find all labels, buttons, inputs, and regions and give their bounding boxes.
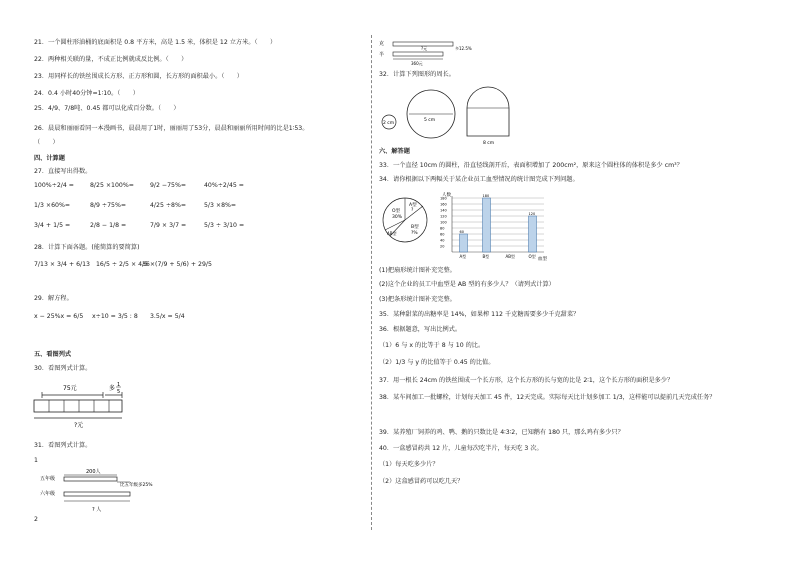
q30-diagram [30,378,150,430]
pie-label-b: B型 [411,225,419,230]
bar-tick-label: 40 [440,238,445,243]
calc-item: 7/9 × 3/7 = [150,222,187,229]
question-40-2: （2）这盒感冒药可以吃几天？ [379,478,464,485]
pie-label-o-pct: 30% [392,215,403,220]
question-28: 28．计算下面各题。(能简算的要简算) [34,244,140,251]
pie-label-a-pct: ? [411,208,414,213]
top-diagram-label3: 360元 [411,61,423,66]
q34-pie-chart [381,192,435,248]
question-26: 26．晨晨和丽丽看同一本漫画书，晨晨用了1时，丽丽用了53分，晨晨和丽丽所用时间的比是1∶53。 [34,125,309,132]
calc-item: 3/4 + 1/5 = [34,222,71,229]
top-diagram-label2: 多12.5% [455,46,472,51]
bar-tick-label: 80 [440,226,445,231]
figure-arch [467,87,509,136]
q31-bar-grade5 [64,477,117,481]
question-31: 31．看图列式计算。 [34,442,92,449]
q31-diagram [34,466,174,514]
q31-bar-grade6 [64,492,130,496]
q30-top-label: 75元 [63,385,77,392]
calc-item: 8/9 ÷75%= [90,202,127,209]
bar-category-label: AB型 [505,254,515,259]
question-30: 30．看图列式计算。 [34,365,92,372]
q31-200-label: 200人 [86,469,101,475]
pie-label-b-pct: ?% [411,231,418,236]
top-diagram-ban: 半 [379,52,385,58]
q29-item: x÷10 = 3/5 : 8 [92,313,138,320]
figure-small-label: 2 cm [383,121,395,126]
q31-grade6-label: 六年级 [40,491,56,497]
calc-item: 1/3 ×60%= [34,202,71,209]
top-line-diagram [379,38,479,66]
q31-number-2: 2 [34,516,38,523]
q31-question-label: ? 人 [92,507,102,513]
question-38: 38．某车间加工一批螺栓，计划每天加工 45 件，12天完成。实际每天比计划多加工 1/3，这样能可以提前几天完成任务？ [379,394,716,401]
bar-tick-label: 160 [440,202,447,207]
bar-chart-unit: 人数 [442,193,451,198]
bar-tick-label: 120 [440,214,447,219]
calc-item: 5/3 ÷ 3/10 = [204,222,245,229]
column-divider [371,35,372,530]
bar-category-label: O型 [528,254,536,259]
calc-item: 9/2 −75%= [150,182,187,189]
calc-item: 4/25 ÷8%= [150,202,187,209]
q31-more-label: 比五年级多25% [120,483,153,488]
question-32: 32．计算下列图形的周长。 [379,71,455,78]
top-diagram-label1: ?元 [421,46,428,51]
calc-item: 40%÷2/45 = [204,182,244,189]
calc-item: 2/8 − 1/8 = [90,222,127,229]
pie-label-a: A型 [409,203,417,208]
bar-category-label: A型 [459,254,467,259]
question-27: 27．直接写出得数。 [34,168,92,175]
q29-item: 3.5/x = 5/4 [150,313,185,320]
question-23: 23．用同样长的铁丝围成长方形、正方形和圆，长方形的面积最小。（ ） [34,73,243,80]
question-34-1: (1)把扇形统计图补充完整。 [379,267,456,274]
q31-grade5-label: 五年级 [40,476,56,482]
bar-axis-label: 血型 [538,257,547,262]
bar-mark [483,198,491,252]
bar-tick-label: 20 [440,244,445,249]
q31-number-1: 1 [34,457,38,464]
section-4-title: 四、计算题 [34,155,65,162]
question-29: 29．解方程。 [34,295,73,302]
question-34: 34．请你根据以下两幅关于某企业员工血型情况的统计图完成下列问题。 [379,176,579,183]
question-36-2: （2）1/3 与 y 的比值等于 0.45 的比值。 [379,359,495,366]
bar-mark [460,234,468,252]
top-diagram-ke: 克 [379,41,385,47]
question-24: 24．0.4 小时40分钟=1∶10。（ ） [34,90,139,97]
question-36-1: （1）6 与 x 的比等于 8 与 10 的比。 [379,342,485,349]
question-35: 35．某种甜菜的出糖率是 14%，如果榨 112 千克糖需要多少千克甜菜？ [379,311,580,318]
pie-label-ab: AB型 [387,231,397,236]
bar-mark [529,216,537,252]
bar-category-label: B型 [482,254,490,259]
q32-figures [379,84,539,146]
pie-label-o: O型 [392,209,401,214]
q28-item: 7/13 × 3/4 + 6/13 [34,261,90,268]
question-25: 25．4/9、7/8吨、0.45 都可以化成百分数。（ ） [34,105,180,112]
question-37: 37．用一根长 24cm 的铁丝围成一个长方形，这个长方形的长与宽的比是 2∶1，这个长方形的面积是多少？ [379,377,674,384]
question-34-2: (2)这个企业的员工中血型是 AB 型的有多少人？（请列式计算） [379,281,555,288]
bar-tick-label: 180 [440,196,447,201]
question-39: 39．某养殖厂饲养的鸡、鸭、鹅的只数比是 4∶3∶2，已知鹅有 180 只，那么鸡有多少只？ [379,429,624,436]
question-21: 21．一个圆柱形油桶的底面积是 0.8 平方米，高是 1.5 米，体积是 12 立方米。（ ） [34,39,277,46]
q28-item: 16/5 ÷ 2/5 × 4/5 [96,261,149,268]
q30-more-label: 多 [109,385,116,392]
figure-arch-label: 8 cm [483,141,495,146]
q34-bar-chart [438,190,556,264]
question-26-answer: （ ） [34,139,59,146]
calc-item: 8/25 ×100%= [90,182,134,189]
question-34-3: (3)把条形统计图补充完整。 [379,296,456,303]
calc-item: 100%÷2/4 = [34,182,74,189]
section-5-title: 五、看图列式 [34,351,72,358]
bar-value-label: 120 [528,212,536,216]
question-36: 36．根据题意，写出比例式。 [379,326,462,333]
question-22: 22．两种相关联的量，不成正比例就成反比例。（ ） [34,56,188,63]
bar-marks [460,194,537,259]
q30-bottom-label: ?元 [74,422,84,429]
figure-circle-label: 5 cm [424,118,436,123]
bar-tick-label: 100 [440,220,447,225]
question-33: 33．一个直径 10cm 的圆柱，沿直径线剖开后，表面积增加了 200cm²，原来这个圆柱体的体积是多少 cm³？ [379,162,683,169]
question-40: 40．一盒感冒药共 12 片，儿童每次吃半片，每天吃 3 次。 [379,445,543,452]
bar-value-label: 180 [482,194,490,198]
bar-value-label: 60 [459,230,464,234]
bar-tick-label: 140 [440,208,447,213]
q30-frac-d: 5 [117,389,121,395]
q30-frac-n: 1 [117,382,121,388]
bar-tick-label: 60 [440,232,445,237]
q28-item: 36×(7/9 + 5/6) + 29/5 [142,261,212,268]
question-40-1: （1）每天吃多少片？ [379,461,439,468]
q29-item: x − 25%x = 6/5 [34,313,84,320]
calc-item: 5/3 ×8%= [204,202,237,209]
section-6-title: 六、解答题 [379,148,410,155]
